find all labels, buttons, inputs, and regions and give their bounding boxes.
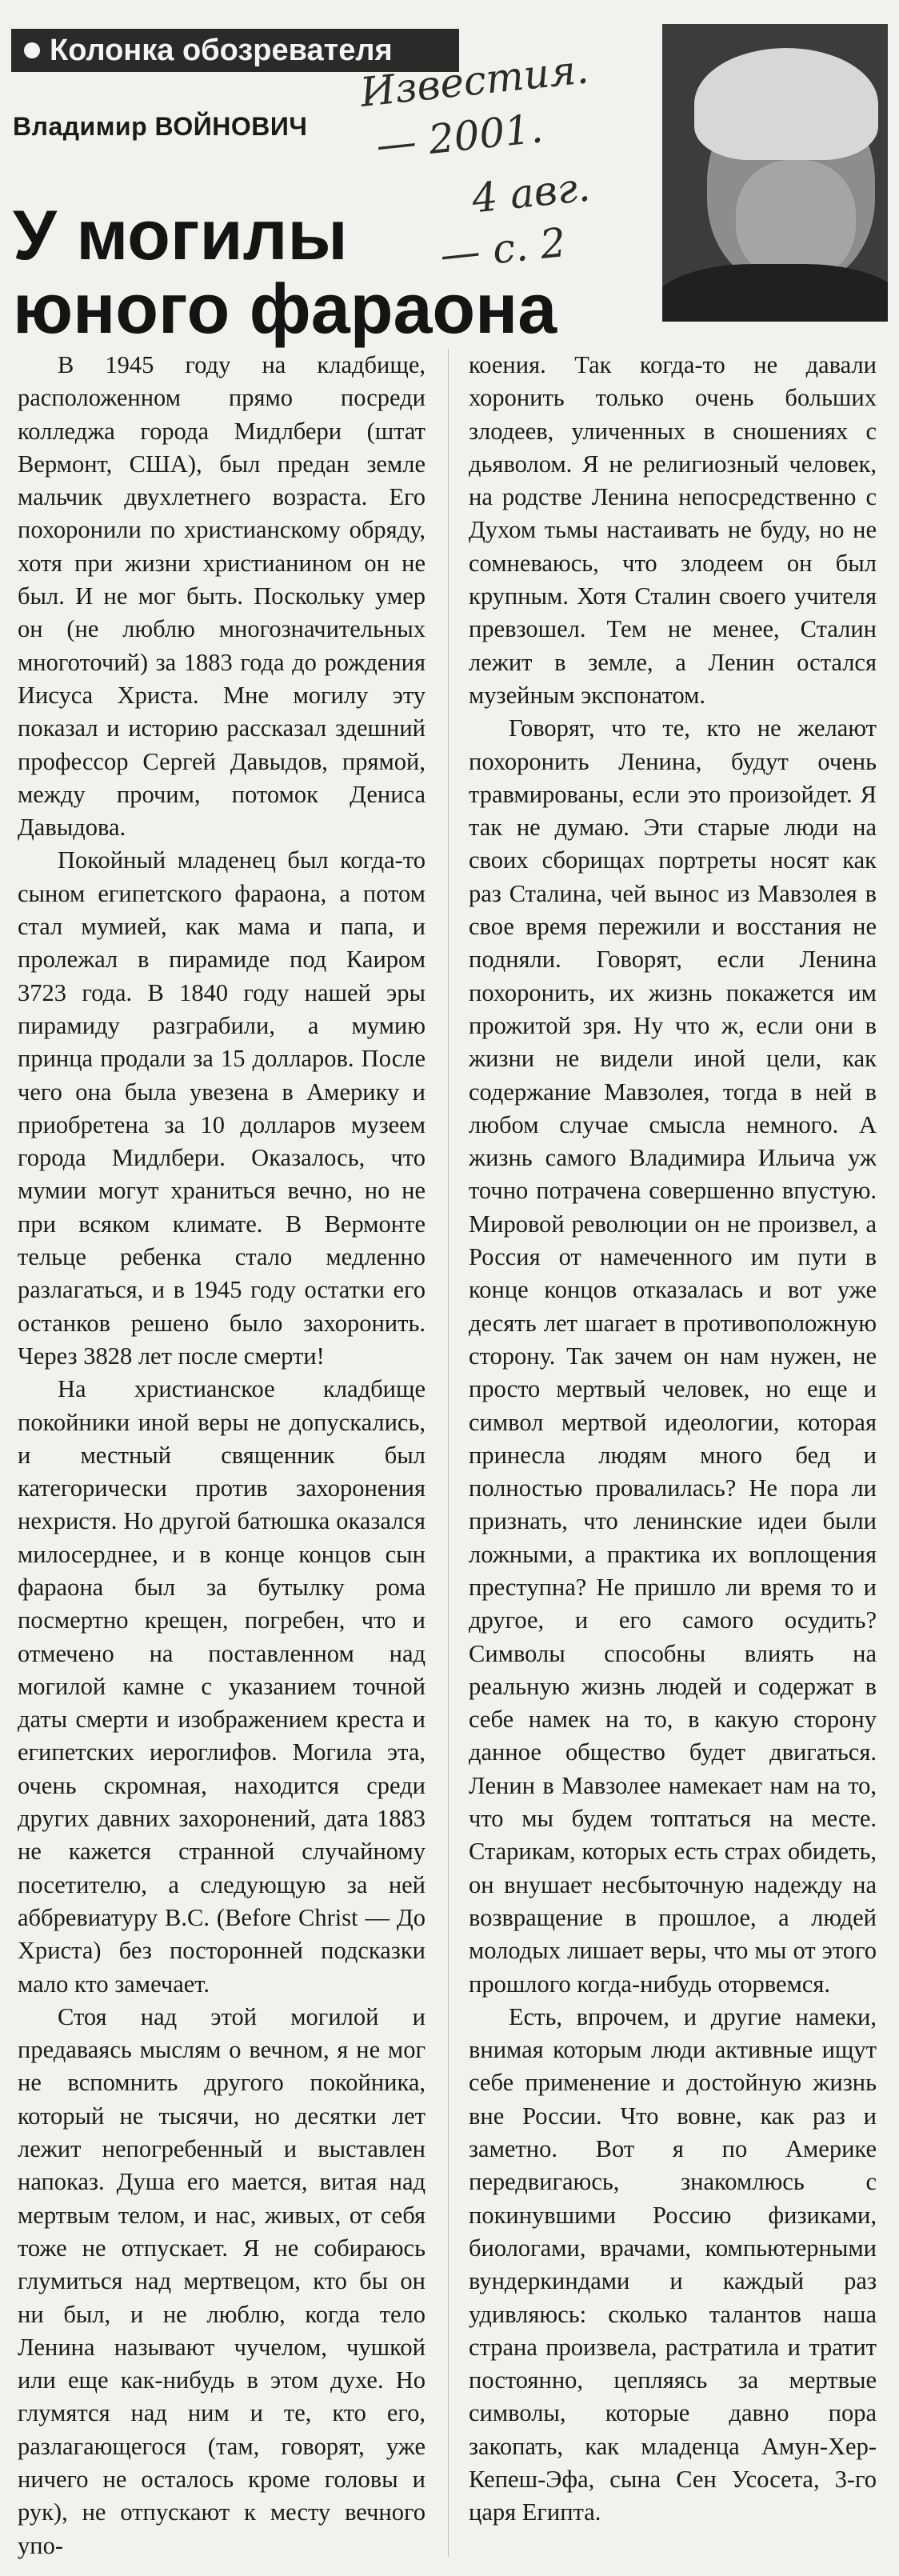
handwritten-line-2: — 2001. [374, 105, 545, 169]
author-last-name: ВОЙНОВИЧ [154, 112, 308, 141]
author-byline [13, 112, 307, 142]
handwritten-line-1: Известия. [358, 46, 591, 116]
article-column-right [469, 349, 877, 2530]
author-first-name: Владимир [13, 112, 148, 141]
column-divider [448, 349, 449, 2557]
paragraph: В 1945 году на кладбище, расположенном прямо посреди колледжа города Мидлбери (штат Вермонт, США), был предан земле мальчик двухлетнего возраста. Его похоронили по христианскому обряду, хотя при жизни христианином он не был. И не мог быть. Поскольку умер он (не люблю многозначительных многоточий) за 1883 года до рождения Иисуса Христа. Мне могилу эту показал и историю рассказал здешний профессор Сергей Давыдов, прямой, между прочим, потомок Дениса Давыдова. [18, 351, 426, 842]
handwritten-annotation [344, 46, 648, 296]
handwritten-line-3: 4 авг. [469, 163, 593, 222]
author-photo [662, 24, 888, 322]
article-column-left [18, 349, 426, 2562]
paragraph: Говорят, что те, кто не желают похоронить Ленина, будут очень травмированы, если это произойдет. Я так не думаю. Эти старые люди на своих сборищах портреты носят как раз Сталина, чей вынос из Мавзолея в свое время пережили и восстания не подняли. Говорят, если Ленина похоронить, их жизнь покажется им прожитой зря. Ну что ж, если они в жизни не видели иной цели, как содержание Мавзолея, тогда в ней в любом случае смысла немного. А жизнь самого Владимира Ильича уж точно потрачена совершенно впустую. Мировой революции он не произвел, а Россия от намеченного им пути в конце концов отказалась и вот уже десять лет шагает в противоположную сторону. Так зачем он нам нужен, не просто мертвый человек, но еще и символ мертвой идеологии, которая принесла людям много бед и полностью провалилась? Не пора ли признать, что ленинские идеи были ложными, а практика их воплощения преступна? Не пришло ли время то и другое, и его самого осудить? Символы способны влиять на реальную жизнь людей и содержат в себе намек на то, в какую сторону данное общество будет двигаться. Ленин в Мавзолее намекает нам на то, что мы будем топтаться на месте. Старикам, которых есть страх обидеть, он внушает несбыточную надежду на возвращение в прошлое, а людей молодых лишает веры, что мы от этого прошлого когда-нибудь оторвемся. [469, 714, 877, 1998]
paragraph: Покойный младенец был когда-то сыном египетского фараона, а потом стал мумией, как мама и папа, и пролежал в пирамиде под Каиром 3723 года. В 1840 году нашей эры пирамиду разграбили, а мумию принца продали за 15 долларов. После чего она была увезена в Америку и приобретена за 10 долларов музеем города Мидлбери. Оказалось, что мумии могут храниться вечно, но не при всяком климате. В Вермонте тельце ребенка стало медленно разлагаться, и в 1945 году остатки его останков решено было захоронить. Через 3828 лет после смерти! [18, 846, 426, 1370]
headline-line-2: юного фараона [13, 269, 557, 348]
handwritten-line-4: — с. 2 [438, 218, 569, 279]
headline-line-1: У могилы [13, 195, 348, 274]
paragraph: Есть, впрочем, и другие намеки, внимая которым люди активные ищут себе применение и достойную жизнь вне России. Что вовне, как раз и заметно. Вот я по Америке передвигаюсь, знакомлюсь с покинувшими Россию физиками, биологами, врачами, компьютерными вундеркиндами и каждый раз удивляюсь: сколько талантов наша страна произвела, растратила и тратит постоянно, цепляясь за мертвые символы, которые давно пора закопать, как младенца Амун-Хер-Кепеш-Эфа, сына Сен Усосета, 3-го царя Египта. [469, 2002, 877, 2526]
paragraph: Стоя над этой могилой и предаваясь мыслям о вечном, я не мог не вспомнить другого покойника, который не тысячи, но десятки лет лежит непогребенный и выставлен напоказ. Душа его мается, витая над мертвым телом, и нас, живых, от себя тоже не отпускает. Я не собираюсь глумиться над мертвецом, кто бы он ни был, и не люблю, когда тело Ленина называют чучелом, чушкой или еще как-нибудь в этом духе. Но глумятся над ним и те, кто его, разлагающегося (там, говорят, уже ничего не осталось кроме головы и рук), не отпускают к месту вечного упо- [18, 2002, 426, 2559]
rubric-bullet-icon [24, 42, 40, 58]
paragraph: коения. Так когда-то не давали хоронить только очень больших злодеев, уличенных в сношениях с дьяволом. Я не религиозный человек, на родстве Ленина непосредственно с Духом тьмы настаивать не буду, но не сомневаюсь, что злодеем он был крупным. Хотя Сталин своего учителя превзошел. Тем не менее, Сталин лежит в земле, а Ленин остался музейным экспонатом. [469, 351, 877, 709]
paragraph: На христианское кладбище покойники иной веры не допускались, и местный священник был категорически против захоронения нехристя. Но другой батюшка оказался милосерднее, и в конце концов сын фараона был за бутылку рома посмертно крещен, погребен, что и отмечено на поставленном над могилой камне с указанием точной даты смерти и изображением креста и египетских иероглифов. Могила эта, очень скромная, находится среди других давних захоронений, дата 1883 не кажется странной случайному посетителю, а следующую за ней аббревиатуру B.C. (Before Christ — До Христа) без посторонней подсказки мало кто замечает. [18, 1375, 426, 1998]
rubric-label: Колонка обозревателя [50, 33, 393, 67]
